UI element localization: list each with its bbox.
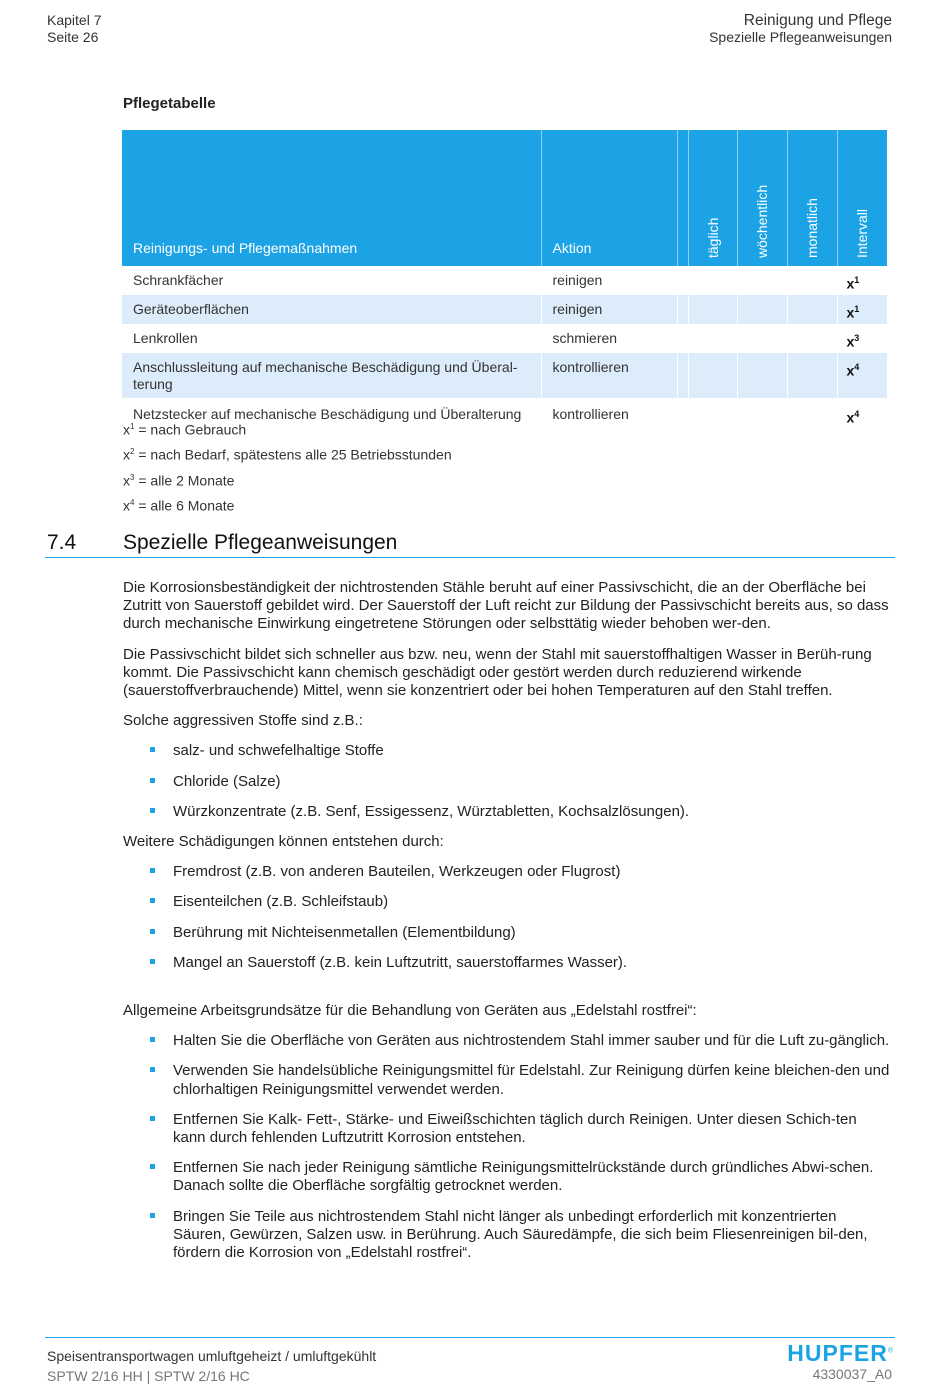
cell-mark: $x^4$ (837, 353, 887, 398)
table-title: Pflegetabelle (123, 95, 216, 112)
cell-mark: $x^1$ (837, 266, 887, 295)
legend-item: $x^2$ = nach Bedarf, spätestens alle 25 Betriebsstunden (123, 447, 452, 464)
cell-measure: Schrankfächer (133, 272, 224, 288)
footer-doc-number: 4330037_A0 (812, 1366, 892, 1382)
care-table (122, 130, 887, 429)
section-number: 7.4 (47, 531, 77, 554)
cell-action: schmieren (541, 324, 677, 353)
cell-mark: $x^1$ (837, 295, 887, 324)
paragraph: Die Passivschicht bildet sich schneller aus bzw. neu, wenn der Stahl mit sauerstoffhaltigen Wasser in Berüh-rung kommt. Die Passivschicht kann chemisch geschädigt oder gestört werden durch reduzierend wirkende (sauerstoffverbrauchende) Mittel, wenn sie konzentriert oder bei hohen Temperaturen auf den Stahl treffen. (123, 645, 872, 700)
list-item: Eisenteilchen (z.B. Schleifstaub) (173, 893, 891, 911)
table-row (122, 353, 887, 398)
col-spacer (677, 130, 688, 266)
footer-divider (45, 1337, 895, 1338)
list-item: Bringen Sie Teile aus nichtrostendem Stahl nicht länger als unbedingt erforderlich mit konzentrierten Säuren, Gewürzen, Salzen usw. in Berührung. Auch Säuredämpfe, die sich beim Fliesenreinigen bil-den, fördern die Korrosion von „Edelstahl rostfrei“. (173, 1208, 891, 1263)
paragraph: Solche aggressiven Stoffe sind z.B.: (123, 712, 363, 730)
footer-left (47, 1346, 376, 1386)
col-interval: Intervall (837, 130, 887, 266)
bullet-list (123, 863, 891, 972)
list-item: Chloride (Salze) (173, 773, 891, 791)
list-item: salz- und schwefelhaltige Stoffe (173, 742, 891, 760)
paragraph: Allgemeine Arbeitsgrundsätze für die Behandlung von Geräten aus „Edelstahl rostfrei“: (123, 1002, 697, 1020)
cell-measure: Lenkrollen (133, 330, 198, 346)
cell-measure: Netzstecker auf mechanische Beschädigung und Überalterung (133, 406, 522, 422)
cell-mark: $x^4$ (837, 398, 887, 429)
header-title: Reinigung und Pflege (743, 12, 892, 29)
cell-measure: Anschlussleitung auf mechanische Beschädigung und Überal-terung (122, 353, 541, 398)
section-divider (45, 557, 895, 558)
footer-models: SPTW 2/16 HH | SPTW 2/16 HC (47, 1368, 250, 1384)
list-item: Entfernen Sie nach jeder Reinigung sämtliche Reinigungsmittelrückstände durch gründliches Abwi-schen. Danach sollte die Oberfläche sorgfältig getrocknet werden. (173, 1159, 891, 1195)
page-label: Seite 26 (47, 29, 99, 45)
table-row (122, 324, 887, 353)
col-action: Aktion (541, 130, 677, 266)
legend-item: $x^1$ = nach Gebrauch (123, 421, 247, 438)
section-body (123, 579, 891, 1274)
col-monthly: monatlich (787, 130, 837, 266)
header-left (47, 12, 101, 46)
list-item: Würzkonzentrate (z.B. Senf, Essigessenz, Würztabletten, Kochsalzlösungen). (173, 803, 891, 821)
list-item: Verwenden Sie handelsübliche Reinigungsmittel für Edelstahl. Zur Reinigung dürfen keine bleichen-den und chlorhaltigen Reinigungsmittel verwendet werden. (173, 1062, 890, 1098)
header-subtitle: Spezielle Pflegeanweisungen (709, 29, 892, 45)
table-row (122, 295, 887, 324)
paragraph: Die Korrosionsbeständigkeit der nichtrostenden Stähle beruht auf einer Passivschicht, die an der Oberfläche bei Zutritt von Sauerstoff gebildet wird. Der Sauerstoff der Luft reicht zur Bildung der Passivschicht bereits aus, so dass durch mechanische Einwirkung eingetretene Störungen oder selbsttätig wieder behoben wer-den. (123, 579, 889, 633)
col-daily: täglich (688, 130, 737, 266)
list-item: Berührung mit Nichteisenmetallen (Elementbildung) (173, 924, 891, 942)
bullet-list (123, 742, 891, 821)
cell-action: kontrollieren (541, 398, 677, 429)
footer-product: Speisentransportwagen umluftgeheizt / umluftgekühlt (47, 1348, 377, 1364)
list-item: Fremdrost (z.B. von anderen Bauteilen, Werkzeugen oder Flugrost) (173, 863, 891, 881)
cell-measure: Geräteoberflächen (122, 295, 541, 324)
col-measure: Reinigungs- und Pflegemaßnahmen (122, 130, 541, 266)
header-right (709, 12, 892, 46)
section-title: Spezielle Pflegeanweisungen (123, 531, 398, 554)
table-legend (123, 416, 452, 517)
list-item: Mangel an Sauerstoff (z.B. kein Luftzutritt, sauerstoffarmes Wasser). (173, 954, 891, 972)
col-weekly: wöchentlich (737, 130, 787, 266)
cell-action: reinigen (541, 266, 677, 295)
list-item: Halten Sie die Oberfläche von Geräten aus nichtrostendem Stahl immer sauber und für die Luft zu-gänglich. (173, 1032, 890, 1050)
cell-mark: $x^3$ (837, 324, 887, 353)
cell-action: reinigen (541, 295, 677, 324)
paragraph: Weitere Schädigungen können entstehen durch: (123, 833, 444, 851)
table-row (122, 266, 887, 295)
chapter-label: Kapitel 7 (47, 12, 102, 28)
brand-logo: HUPFER® (787, 1340, 894, 1366)
table-header-row (122, 130, 887, 266)
cell-action: kontrollieren (541, 353, 677, 398)
bullet-list (123, 1032, 891, 1262)
legend-item: $x^3$ = alle 2 Monate (123, 472, 235, 489)
legend-item: $x^4$ = alle 6 Monate (123, 497, 235, 514)
list-item: Entfernen Sie Kalk- Fett-, Stärke- und Eiweißschichten täglich durch Reinigen. Unter diesen Schich-ten kann durch fehlenden Luftzutritt Korrosion entstehen. (173, 1111, 891, 1147)
